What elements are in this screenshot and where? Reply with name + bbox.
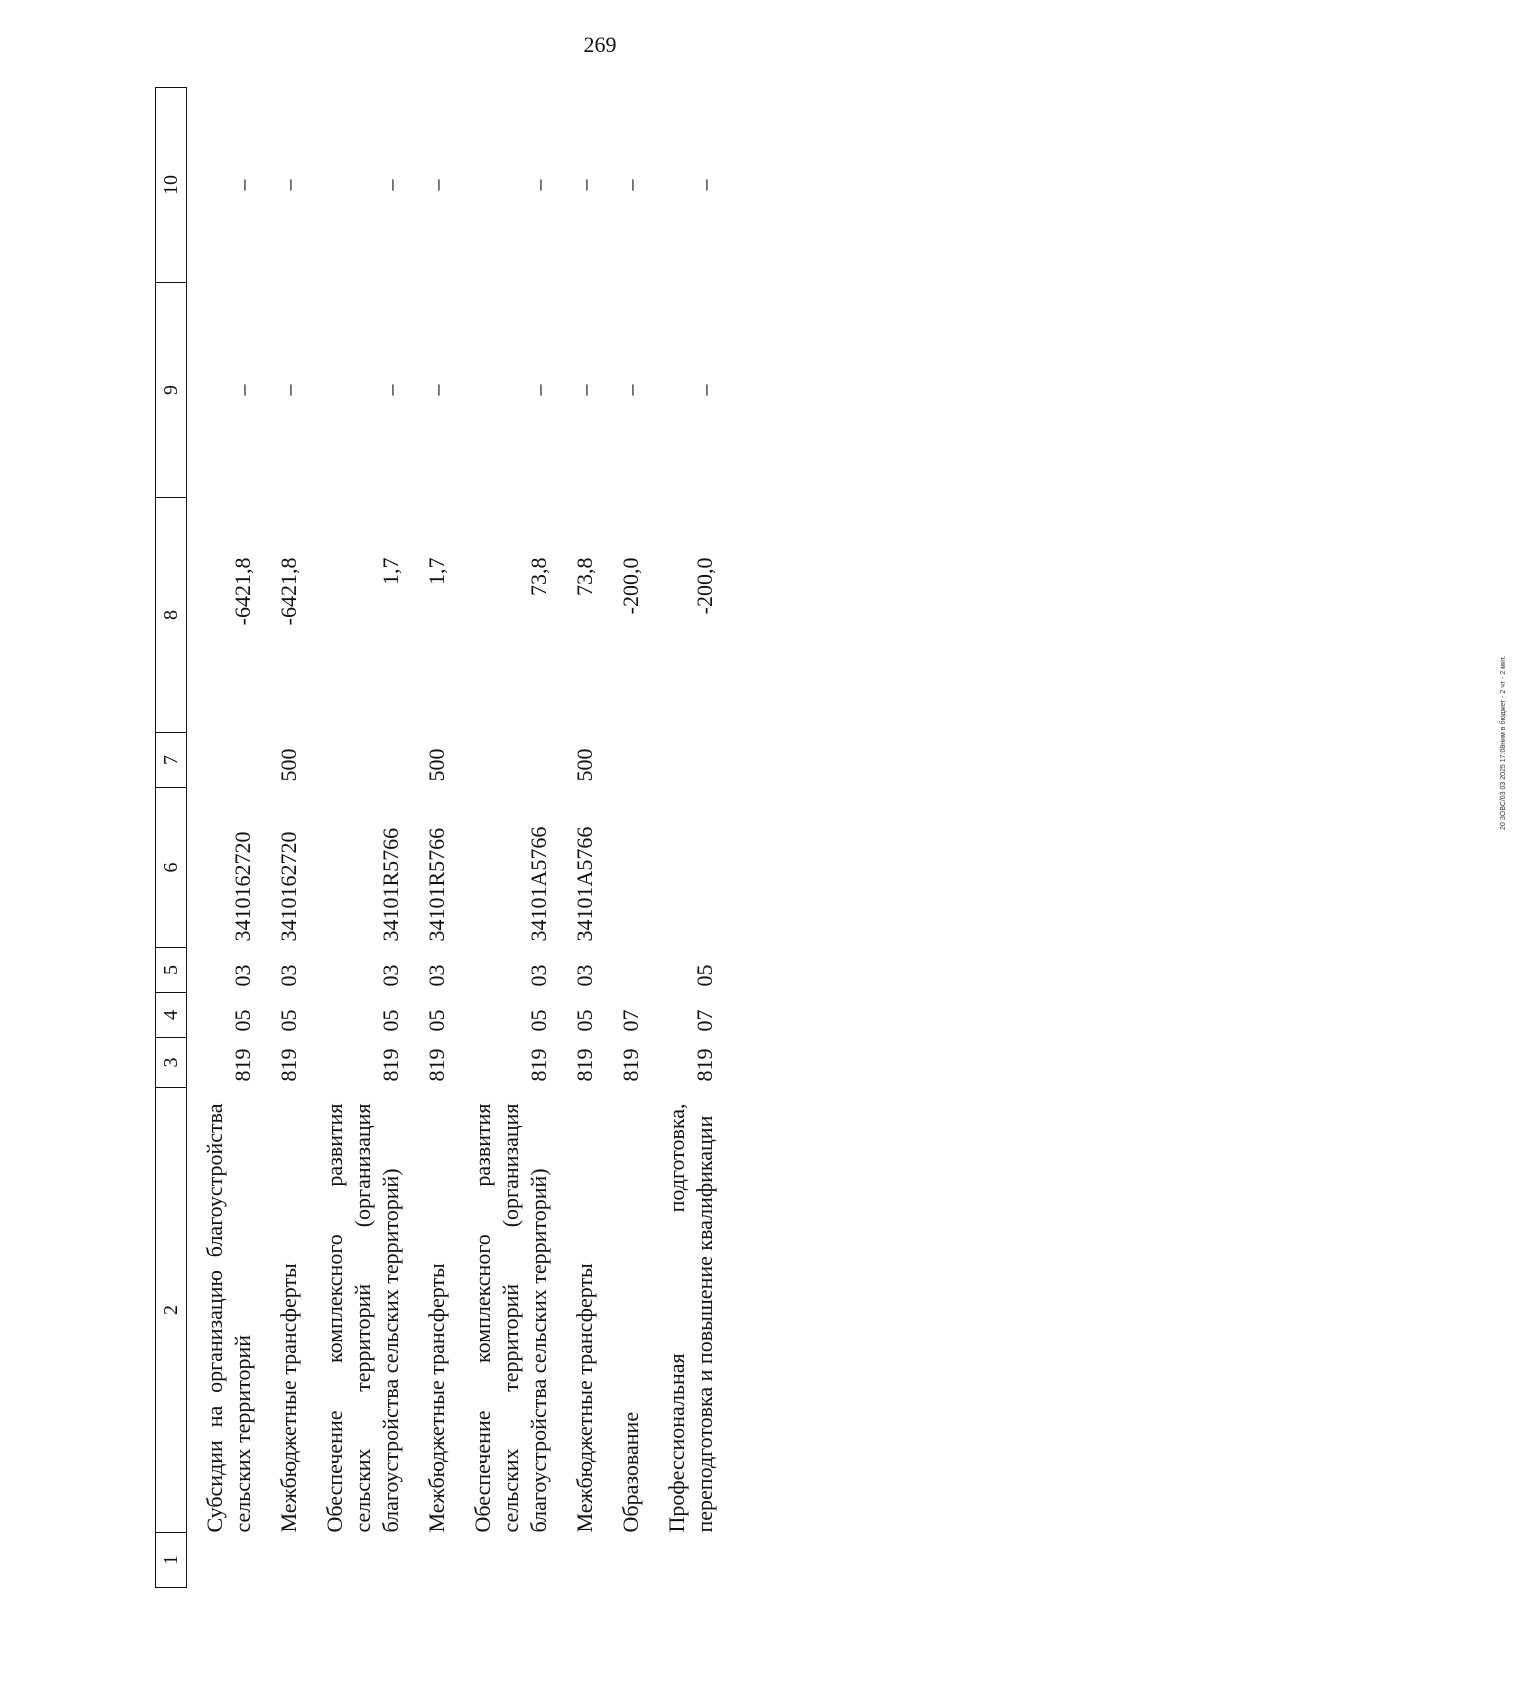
row-section: 05	[526, 1009, 551, 1032]
row-section: 07	[692, 1009, 717, 1032]
rotated-table-container	[155, 88, 1035, 1588]
table-row	[409, 88, 455, 1588]
header-col-8: 8	[156, 498, 187, 733]
row-expense-type	[649, 733, 723, 788]
row-subsection: 03	[276, 964, 301, 987]
table-row	[307, 88, 409, 1588]
row-name: Межбюджетные трансферты	[276, 1263, 301, 1533]
row-col9: –	[230, 384, 255, 396]
row-subsection: 05	[692, 964, 717, 987]
row-col10: –	[276, 179, 301, 191]
row-section: 05	[572, 1009, 597, 1032]
row-expense-type	[187, 733, 262, 788]
row-col10: –	[526, 179, 551, 191]
row-col9: –	[276, 384, 301, 396]
row-expense-type	[307, 733, 409, 788]
row-amount: -200,0	[618, 557, 643, 615]
row-target-article: 34101A5766	[572, 826, 597, 942]
row-section: 05	[378, 1009, 403, 1032]
row-col10: –	[692, 179, 717, 191]
row-section: 07	[618, 1009, 643, 1032]
row-ministry-code: 819	[424, 1048, 449, 1082]
row-amount: -200,0	[692, 557, 717, 615]
table-row	[187, 88, 262, 1588]
row-subsection: 03	[378, 964, 403, 987]
row-ministry-code: 819	[572, 1048, 597, 1082]
row-col9: –	[424, 384, 449, 396]
table-row	[649, 88, 723, 1588]
row-ministry-code: 819	[526, 1048, 551, 1082]
header-col-10: 10	[156, 88, 187, 283]
header-col-4: 4	[156, 993, 187, 1038]
header-col-5: 5	[156, 948, 187, 993]
header-col-9: 9	[156, 283, 187, 498]
row-col10: –	[424, 179, 449, 191]
row-col9: –	[572, 384, 597, 396]
header-col-3: 3	[156, 1038, 187, 1088]
row-amount: 73,8	[526, 557, 551, 596]
row-subsection: 03	[230, 964, 255, 987]
table-row	[603, 88, 649, 1588]
row-name: Субсидии на организацию благоустройства сельских территорий	[202, 1103, 255, 1533]
footer-print-stamp: 20 ЗОВС/03 03 2025 17:08ним в бюджет - 2 чт - 2 мит.	[1500, 655, 1507, 830]
page-number: 269	[583, 32, 617, 57]
row-ministry-code: 819	[378, 1048, 403, 1082]
row-ministry-code: 819	[618, 1048, 643, 1082]
row-subsection: 03	[572, 964, 597, 987]
row-name: Межбюджетные трансферты	[572, 1263, 597, 1533]
row-col9: –	[526, 384, 551, 396]
row-col9: –	[618, 384, 643, 396]
header-col-7: 7	[156, 733, 187, 788]
row-subsection: 03	[526, 964, 551, 987]
row-col9: –	[378, 384, 403, 396]
row-col9: –	[692, 384, 717, 396]
budget-table	[155, 87, 723, 1588]
row-expense-type	[455, 733, 557, 788]
row-expense-type	[603, 733, 649, 788]
row-expense-type: 500	[572, 748, 597, 782]
row-amount: 1,7	[378, 557, 403, 585]
row-target-article	[649, 788, 723, 948]
row-section: 05	[230, 1009, 255, 1032]
row-amount: -6421,8	[276, 557, 301, 626]
table-row	[557, 88, 603, 1588]
row-subsection: 03	[424, 964, 449, 987]
row-name: Образование	[618, 1411, 643, 1533]
row-target-article: 34101R5766	[424, 827, 449, 942]
row-name: Межбюджетные трансферты	[424, 1263, 449, 1533]
row-amount: 1,7	[424, 557, 449, 585]
row-target-article: 34101R5766	[378, 827, 403, 942]
column-number-header	[156, 88, 187, 1588]
row-name: Обеспечение комплексного развития сельских территорий (организация благоустройства сельских территорий)	[470, 1103, 551, 1533]
row-ministry-code: 819	[276, 1048, 301, 1082]
row-amount: -6421,8	[230, 557, 255, 626]
row-amount: 73,8	[572, 557, 597, 596]
row-name: Профессиональная подготовка, переподготовка и повышение квалификации	[664, 1103, 717, 1533]
table-row	[455, 88, 557, 1588]
row-col10: –	[618, 179, 643, 191]
row-target-article: 34101A5766	[526, 826, 551, 942]
table-row	[261, 88, 307, 1588]
row-target-article: 3410162720	[230, 831, 255, 942]
row-expense-type: 500	[424, 748, 449, 782]
header-col-6: 6	[156, 788, 187, 948]
row-name: Обеспечение комплексного развития сельских территорий (организация благоустройства сельских территорий)	[322, 1103, 403, 1533]
header-col-2: 2	[156, 1088, 187, 1533]
row-expense-type: 500	[276, 748, 301, 782]
row-col10: –	[572, 179, 597, 191]
row-subsection	[603, 948, 649, 993]
row-col10: –	[230, 179, 255, 191]
row-target-article: 3410162720	[276, 831, 301, 942]
row-col10: –	[378, 179, 403, 191]
row-section: 05	[424, 1009, 449, 1032]
row-ministry-code: 819	[230, 1048, 255, 1082]
row-target-article	[603, 788, 649, 948]
header-col-1: 1	[156, 1533, 187, 1588]
row-ministry-code: 819	[692, 1048, 717, 1082]
row-section: 05	[276, 1009, 301, 1032]
